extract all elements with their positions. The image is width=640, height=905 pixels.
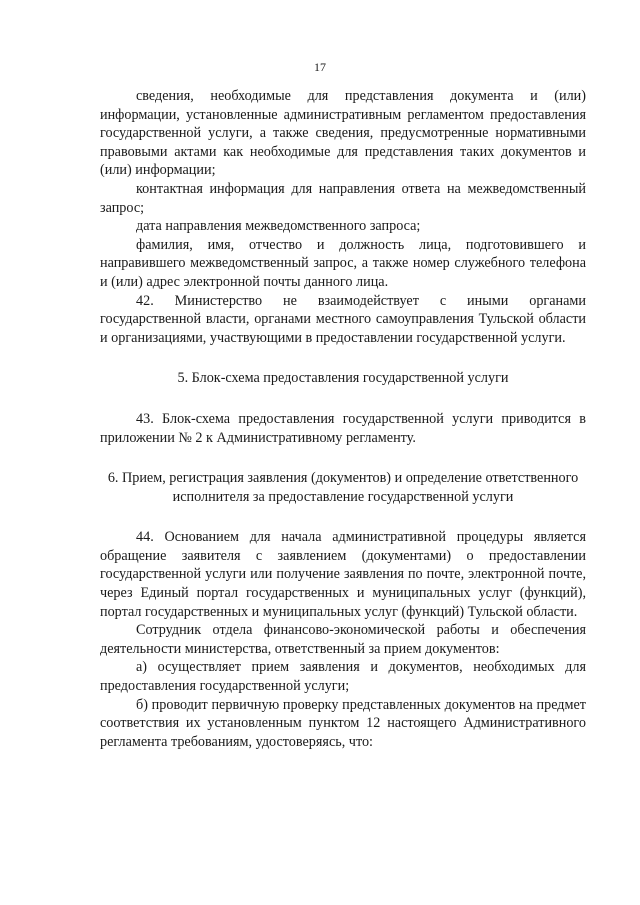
paragraph-42: 42. Министерство не взаимодействует с иными органами государственной власти, органами местного самоуправления Тульской области и организациями, участвующими в предоставлении государственной услуги. [100,292,586,346]
paragraph: фамилия, имя, отчество и должность лица, подготовившего и направившего межведомственный запрос, а также номер служебного телефона и (или) адрес электронной почты данного лица. [100,236,586,290]
section-heading-6: 6. Прием, регистрация заявления (документов) и определение ответственного исполнителя за предоставление государственной услуги [107,470,579,505]
list-item-a: а) осуществляет прием заявления и документов, необходимых для предоставления государственной услуги; [100,659,586,695]
paragraph: контактная информация для направления ответа на межведомственный запрос; [100,180,586,216]
paragraph: дата направления межведомственного запроса; [136,218,421,235]
page-number: 17 [314,60,326,74]
paragraph: сведения, необходимые для представления документа и (или) информации, установленные административным регламентом предоставления государственной услуги, а также сведения, предусмотренные нормативными правовыми актами как необходимые для представления таких документов и (или) информации; [100,88,586,179]
section-heading-5: 5. Блок-схема предоставления государственной услуги [177,370,509,387]
paragraph-44: 44. Основанием для начала административной процедуры является обращение заявителя с заявлением (документами) о предоставлении государственной услуги или получение заявления по почте, электронной почте, через Единый портал государственных и муниципальных услуг (функций), портал государственных и муниципальных услуг (функций) Тульской области. [100,529,586,620]
page-content [100,87,586,751]
paragraph: Сотрудник отдела финансово-экономической работы и обеспечения деятельности министерства, ответственный за прием документов: [100,622,586,657]
list-item-b: б) проводит первичную проверку представленных документов на предмет соответствия их установленным пунктом 12 настоящего Административного регламента требованиям, удостоверяясь, что: [100,696,586,750]
paragraph-43: 43. Блок-схема предоставления государственной услуги приводится в приложении № 2 к Административному регламенту. [100,410,586,446]
